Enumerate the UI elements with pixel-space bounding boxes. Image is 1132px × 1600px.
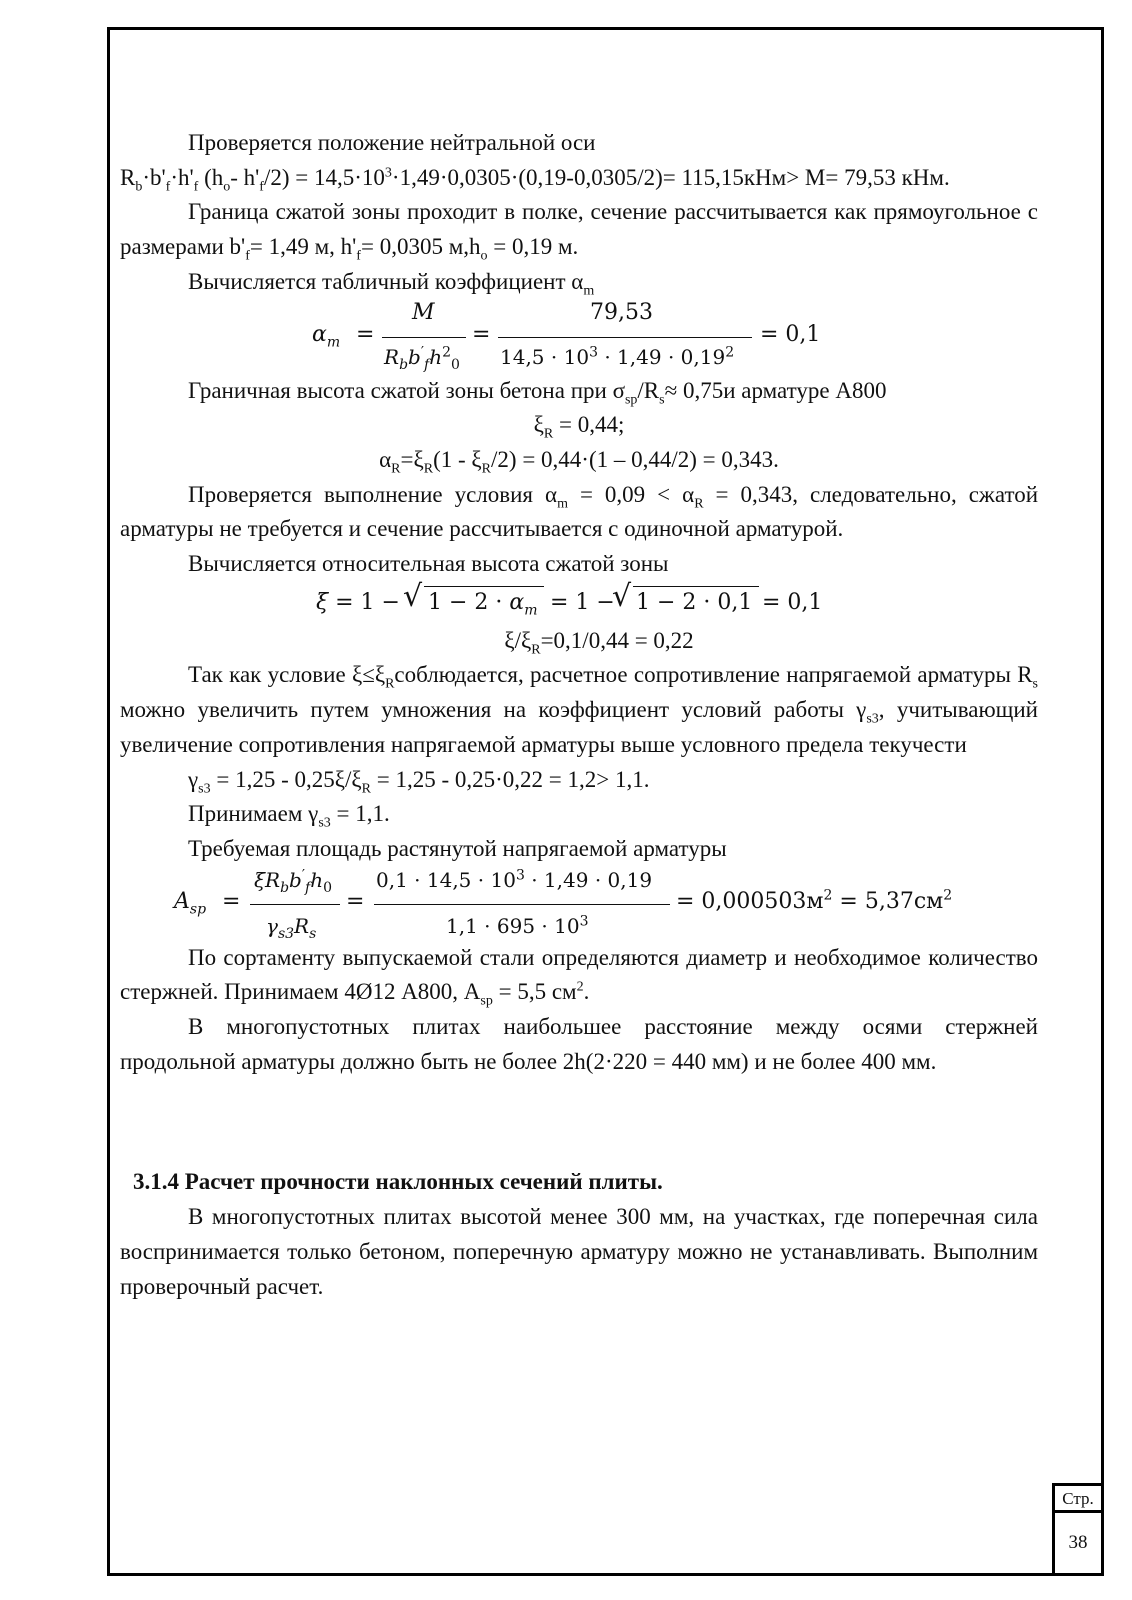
paragraph: Граничная высота сжатой зоны бетона при $\sigma_{sp}/R_s\approx 0,75и$ арматуре А800 [188,377,887,408]
document-body [120,126,1038,1304]
paragraph: По сортаменту выпускаемой стали определяются диаметр и необходимое количество стержней. Принимаем 4Ø12 А800, $А_{sp} = 5,5$ $см^2$. [120,944,1038,1009]
paragraph: Вычисляется табличный коэффициент $\alpha_m$ [188,268,595,299]
paragraph: Граница сжатой зоны проходит в полке, сечение рассчитывается как прямоугольное с размерами $b'_f= 1,49$ м, $h'_f= 0,0305$ $м,h_o = 0,19$ м. [120,199,1038,264]
formula-asp: $A_{sp}$ = $\xi R_bb'_fh_0$ $\gamma_{s3}R_s$ = $0,1 \cdot 14,5 \cdot 10^3 \cdot 1,49 \cdot 0,19$ $1,1 \cdot 695 \cdot 10^3$ = $0,000503м^2 = 5,37см^2$ [174,867,953,942]
paragraph: Проверяется выполнение условия $\alpha_m = 0,09 < \alpha_R = 0,343$, следовательно, сжатой арматуры не требуется и сечение рассчитывается с одиночной арматурой. [120,481,1038,542]
paragraph: Принимаем $\gamma_{s3} = 1,1$. [188,801,390,831]
paragraph: В многопустотных плитах высотой менее 300 мм, на участках, где поперечная сила воспринимается только бетоном, поперечную арматуру можно не устанавливать. Выполним проверочный расчет. [120,1204,1038,1299]
formula-xi: ξ = 1 − √ $1 - 2 \cdot \alpha_m$ = 1 − √ 1 − 2 · 0,1 = 0,1 [316,578,823,619]
page-number: 38 [1052,1510,1104,1576]
formula-xi-r: $\xi_R = 0,44$; [533,412,625,442]
paragraph: Требуемая площадь растянутой напрягаемой арматуры [188,835,727,861]
paragraph: $R_b\cdot b'_f\cdot h'_f$ ($h_o-$ $h'_f/2) = 14,5\cdot 10^3\cdot 1,49\cdot 0,0305\cdot(0,19-0,0305/2)= 115,15кНм> М= 79,53$ кНм. [120,164,950,195]
page-label: Стр. [1052,1483,1104,1513]
formula-alpha-m: $\alpha_m$ = M $R_bb'_fh^2_0$ = 79,53 $14,5 \cdot 10^3 \cdot 1,49 \cdot 0,19^2$ = 0,1 [312,299,821,373]
section-heading: 3.1.4 Расчет прочности наклонных сечений плиты. [133,1169,663,1195]
formula-gamma-s3: $\gamma_{s3} = 1,25 - 0,25\xi/\xi_R = 1,25 - 0,25\cdot 0,22 = 1,2> 1,1$. [188,766,650,797]
formula-alpha-r: $\alpha_R=\xi_R(1 - \xi_R/2) = 0,44\cdot(1 - 0,44/2) = 0,343$. [379,446,779,477]
paragraph: Так как условие $\xi\le\xi_Rсоблюдается$, расчетное сопротивление напрягаемой арматуры $R_s$ можно увеличить путем умножения на коэффициент условий работы $\gamma_{s3}$, учитывающий увеличение сопротивления напрягаемой арматуры выше условного предела текучести [120,662,1038,757]
paragraph: Вычисляется относительная высота сжатой зоны [188,551,669,577]
formula-xi-ratio: $\xi/\xi_R=0,1/0,44 = 0,22$ [504,627,694,658]
paragraph: Проверяется положение нейтральной оси [188,130,596,155]
paragraph: В многопустотных плитах наибольшее расстояние между осями стержней продольной арматуры должно быть не более 2h(2·220 = 440 мм) и не более 400 мм. [120,1014,1038,1074]
